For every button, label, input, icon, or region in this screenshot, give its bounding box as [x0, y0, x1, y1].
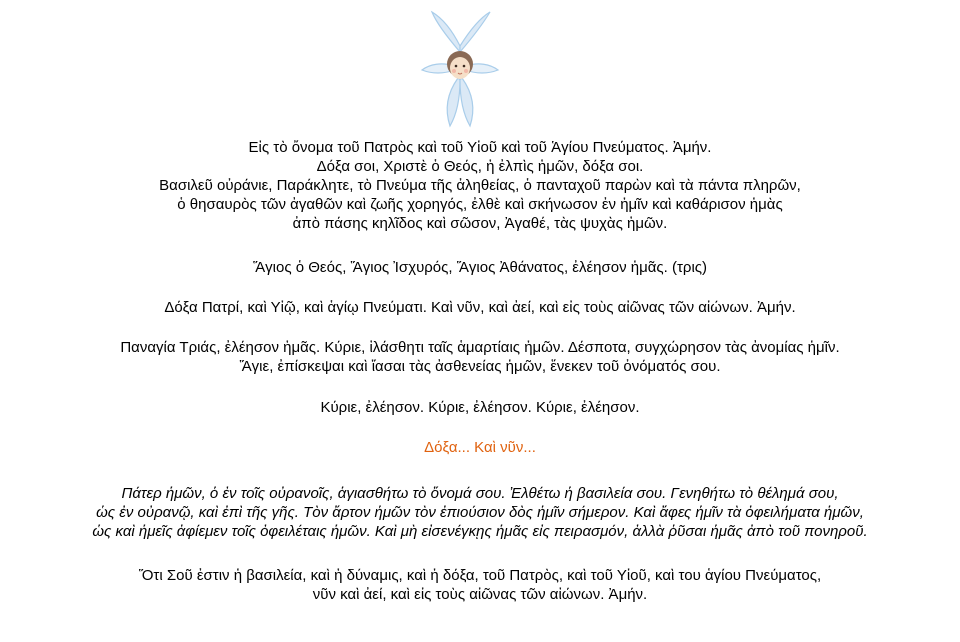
- opening-prayer-text: Εἰς τὸ ὄνομα τοῦ Πατρὸς καὶ τοῦ Υἱοῦ καὶ τοῦ Ἁγίου Πνεύματος. Ἀμήν. Δόξα σοι, Χριστὲ ὁ Θεός, ἡ ἐλπὶς ἡμῶν, δόξα σοι. Βασιλεῦ οὐράνιε, Παράκλητε, τὸ Πνεύμα τῆς ἀληθείας, ὁ πανταχοῦ παρὼν καὶ τὰ πάντα πληρῶν, ὁ θησαυρὸς τῶν ἀγαθῶν καὶ ζωῆς χορηγός, ἐλθὲ καὶ σκήνωσον ἐν ἡμῖν καὶ καθάρισον ἡμὰς ἀπὸ πάσης κηλῖδος καὶ σῶσον, Ἀγαθέ, τὰς ψυχὰς ἡμῶν.: [159, 139, 801, 232]
- trisagion-text: Ἅγιος ὁ Θεός, Ἅγιος Ἰσχυρός, Ἅγιος Ἀθάνατος, ἐλέησον ἡμᾶς. (τρις): [252, 259, 708, 276]
- doxology-text: Δόξα Πατρί, καὶ Υἱῷ, καὶ ἁγίῳ Πνεύματι. Καὶ νῦν, καὶ ἀεί, καὶ εἰς τοὺς αἰῶνας τῶν αἰώνων. Ἀμήν.: [164, 299, 796, 316]
- doxa-short-text: Δόξα... Καὶ νῦν...: [424, 439, 536, 456]
- lords-prayer-text: Πάτερ ἡμῶν, ὁ ἐν τοῖς οὐρανοῖς, ἁγιασθήτω τὸ ὄνομά σου. Ἐλθέτω ἡ βασιλεία σου. Γενηθήτω τὸ θέλημά σου, ὡς ἐν οὐρανῷ, καὶ ἐπὶ τῆς γῆς. Τὸν ἄρτον ἡμῶν τὸν ἐπιούσιον δὸς ἡμῖν σήμερον. Καὶ ἄφες ἡμῖν τὰ ὀφειλήματα ἡμῶν, ὡς καὶ ἡμεῖς ἀφίεμεν τοῖς ὀφειλέταις ἡμῶν. Καὶ μὴ εἰσενέγκῃς ἡμᾶς εἰς πειρασμόν, ἀλλὰ ῥῦσαι ἡμᾶς ἀπὸ τοῦ πονηροῦ.: [92, 485, 868, 540]
- holy-trinity-prayer-text: Παναγία Τριάς, ἐλέησον ἡμᾶς. Κύριε, ἱλάσθητι ταῖς ἁμαρτίαις ἡμῶν. Δέσποτα, συγχώρησον τὰς ἀνομίας ἡμῖν. Ἅγιε, ἐπίσκεψαι καὶ ἴασαι τὰς ἀσθενείας ἡμῶν, ἕνεκεν τοῦ ὀνόματός σου.: [120, 339, 840, 375]
- kyrie-text: Κύριε, ἐλέησον. Κύριε, ἐλέησον. Κύριε, ἐλέησον.: [320, 399, 640, 416]
- angel-cherub-icon: [418, 8, 502, 132]
- closing-doxology-text: Ὅτι Σοῦ ἐστιν ἡ βασιλεία, καὶ ἡ δύναμις, καὶ ἡ δόξα, τοῦ Πατρὸς, καὶ τοῦ Υἱοῦ, καὶ του ἁγίου Πνεύματος, νῦν καὶ ἀεί, καὶ εἰς τοὺς αἰῶνας τῶν αἰώνων. Ἀμήν.: [138, 567, 822, 603]
